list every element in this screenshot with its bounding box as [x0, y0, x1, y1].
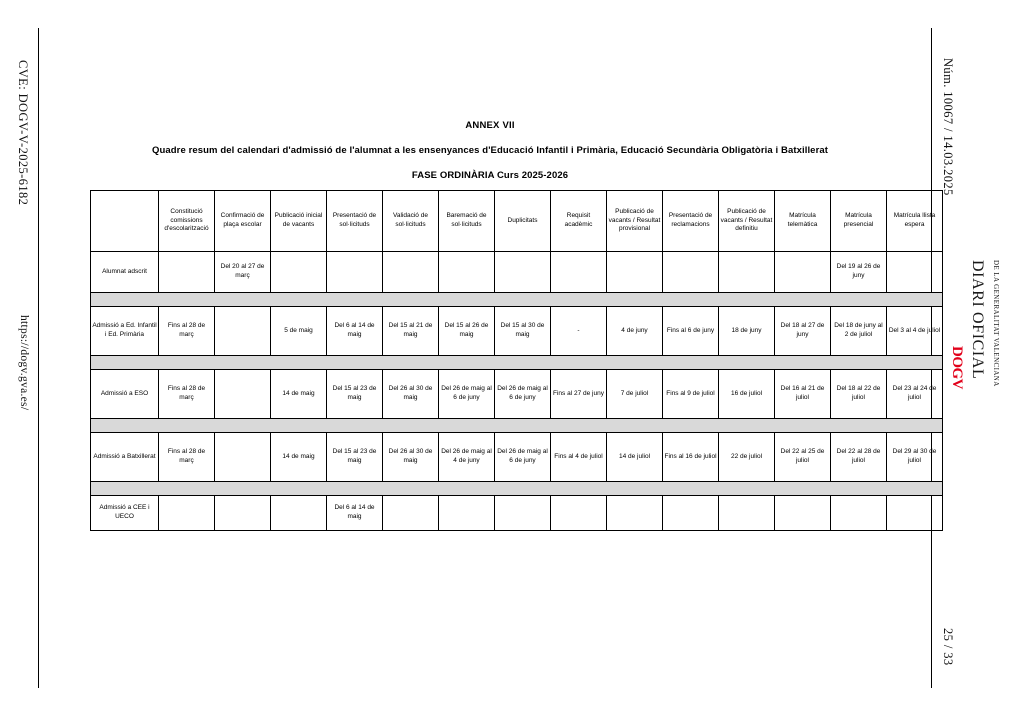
left-margin-rule	[38, 28, 39, 688]
table-cell: 16 de juliol	[719, 370, 775, 419]
table-cell: Del 18 al 22 de juliol	[831, 370, 887, 419]
annex-title: ANNEX VII	[465, 120, 515, 131]
table-spacer-cell	[91, 356, 943, 370]
table-cell: Fins al 6 de juny	[663, 307, 719, 356]
table-cell: Del 15 al 23 de maig	[327, 370, 383, 419]
table-cell	[495, 496, 551, 531]
table-row-label: Admissió a Ed. Infantil i Ed. Primària	[91, 307, 159, 356]
table-column-header: Presentació de reclamacions	[663, 191, 719, 252]
table-cell	[215, 433, 271, 482]
table-row-label: Admissió a CEE i UECO	[91, 496, 159, 531]
table-cell: Del 26 de maig al 6 de juny	[495, 433, 551, 482]
table-column-header: Publicació inicial de vacants	[271, 191, 327, 252]
table-cell: Del 26 de maig al 6 de juny	[439, 370, 495, 419]
phase-title: FASE ORDINÀRIA Curs 2025-2026	[411, 170, 569, 181]
table-cell: Del 26 de maig al 6 de juny	[495, 370, 551, 419]
table-cell: 7 de juliol	[607, 370, 663, 419]
table-cell	[887, 496, 943, 531]
table-cell	[327, 252, 383, 293]
table-cell: Del 15 al 30 de maig	[495, 307, 551, 356]
table-column-header: Publicació de vacants / Resultat definitiu	[719, 191, 775, 252]
table-column-header: Matrícula llista espera	[887, 191, 943, 252]
table-cell: Del 29 al 30 de juliol	[887, 433, 943, 482]
table-row	[91, 496, 943, 531]
table-cell	[439, 252, 495, 293]
table-row	[91, 433, 943, 482]
table-cell	[215, 496, 271, 531]
table-cell	[159, 252, 215, 293]
table-cell: -	[551, 307, 607, 356]
document-subtitle: Quadre resum del calendari d'admissió de l'alumnat a les ensenyances d'Educació Infantil i Primària, Educació Secundària Obligatòria i Batxillerat	[151, 145, 829, 156]
document-header	[90, 120, 890, 181]
table-spacer-row	[91, 419, 943, 433]
table-cell	[551, 496, 607, 531]
table-cell: Del 19 al 26 de juny	[831, 252, 887, 293]
table-cell: 22 de juliol	[719, 433, 775, 482]
table-column-header: Matrícula presencial	[831, 191, 887, 252]
table-cell: Del 22 al 28 de juliol	[831, 433, 887, 482]
table-cell	[383, 252, 439, 293]
table-row-label: Admissió a Batxillerat	[91, 433, 159, 482]
table-row-label: Alumnat adscrit	[91, 252, 159, 293]
table-column-header: Baremació de sol·licituds	[439, 191, 495, 252]
table-cell: Del 16 al 21 de juliol	[775, 370, 831, 419]
table-cell: 14 de juliol	[607, 433, 663, 482]
table-column-header: Presentació de sol·licituds	[327, 191, 383, 252]
table-head	[91, 191, 943, 252]
table-cell	[215, 307, 271, 356]
table-spacer-cell	[91, 293, 943, 307]
calendar-table-wrapper	[90, 190, 941, 531]
source-url: https://dogv.gva.es/	[18, 315, 30, 411]
table-cell: 18 de juny	[719, 307, 775, 356]
table-header-row	[91, 191, 943, 252]
table-column-header: Constitució comissions d'escolarització	[159, 191, 215, 252]
table-cell	[607, 252, 663, 293]
masthead	[940, 250, 1024, 420]
calendar-table	[90, 190, 943, 531]
table-cell: 4 de juny	[607, 307, 663, 356]
table-cell	[719, 496, 775, 531]
table-spacer-cell	[91, 419, 943, 433]
table-cell: Del 3 al 4 de juliol	[887, 307, 943, 356]
table-cell	[775, 496, 831, 531]
table-cell	[551, 252, 607, 293]
table-cell	[887, 252, 943, 293]
table-cell: Del 22 al 25 de juliol	[775, 433, 831, 482]
table-cell	[215, 370, 271, 419]
table-cell: Fins al 28 de març	[159, 370, 215, 419]
table-row-label: Admissió a ESO	[91, 370, 159, 419]
table-cell: Del 15 al 26 de maig	[439, 307, 495, 356]
table-column-header: Validació de sol·licituds	[383, 191, 439, 252]
table-cell: Del 18 al 27 de juny	[775, 307, 831, 356]
page-number: 25 / 33	[941, 628, 955, 666]
table-spacer-cell	[91, 482, 943, 496]
table-cell: Del 18 de juny al 2 de juliol	[831, 307, 887, 356]
table-cell	[383, 496, 439, 531]
table-cell: 14 de maig	[271, 433, 327, 482]
table-cell: Fins al 28 de març	[159, 433, 215, 482]
table-cell: Del 15 al 21 de maig	[383, 307, 439, 356]
table-column-header: Matrícula telemàtica	[775, 191, 831, 252]
table-column-header: Duplicitats	[495, 191, 551, 252]
table-cell	[607, 496, 663, 531]
table-cell	[719, 252, 775, 293]
table-cell: Del 6 al 14 de maig	[327, 307, 383, 356]
table-cell: Fins al 9 de juliol	[663, 370, 719, 419]
table-cell: 14 de maig	[271, 370, 327, 419]
table-cell	[663, 252, 719, 293]
table-column-header: Requisit acadèmic	[551, 191, 607, 252]
masthead-title: DIARI OFICIAL	[969, 260, 986, 380]
table-cell: Fins al 27 de juny	[551, 370, 607, 419]
dogv-logo: DOGV	[949, 346, 965, 389]
table-row	[91, 307, 943, 356]
table-spacer-row	[91, 482, 943, 496]
table-row	[91, 370, 943, 419]
table-spacer-row	[91, 356, 943, 370]
table-cell	[271, 252, 327, 293]
cve-code: CVE: DOGV-V-2025-6182	[16, 60, 30, 206]
table-cell: Del 26 de maig al 4 de juny	[439, 433, 495, 482]
table-cell: Fins al 28 de març	[159, 307, 215, 356]
table-spacer-row	[91, 293, 943, 307]
table-column-header: Publicació de vacants / Resultat provisional	[607, 191, 663, 252]
table-cell: Del 20 al 27 de març	[215, 252, 271, 293]
table-body	[91, 252, 943, 531]
table-cell: Fins al 16 de juliol	[663, 433, 719, 482]
table-cell	[495, 252, 551, 293]
table-cell	[775, 252, 831, 293]
masthead-subtitle: DE LA GENERALITAT VALENCIANA	[992, 260, 1000, 387]
issue-number: Núm. 10067 / 14.03.2025	[941, 58, 955, 196]
table-cell: Del 23 al 24 de juliol	[887, 370, 943, 419]
table-row	[91, 252, 943, 293]
table-column-header: Confirmació de plaça escolar	[215, 191, 271, 252]
table-cell	[271, 496, 327, 531]
table-cell: Del 26 al 30 de maig	[383, 433, 439, 482]
table-cell: Del 15 al 23 de maig	[327, 433, 383, 482]
table-cell	[831, 496, 887, 531]
table-cell: Del 26 al 30 de maig	[383, 370, 439, 419]
table-cell: Del 6 al 14 de maig	[327, 496, 383, 531]
table-cell	[439, 496, 495, 531]
table-cell	[159, 496, 215, 531]
table-cell: 5 de maig	[271, 307, 327, 356]
table-cell	[663, 496, 719, 531]
table-corner-cell	[91, 191, 159, 252]
table-cell: Fins al 4 de juliol	[551, 433, 607, 482]
